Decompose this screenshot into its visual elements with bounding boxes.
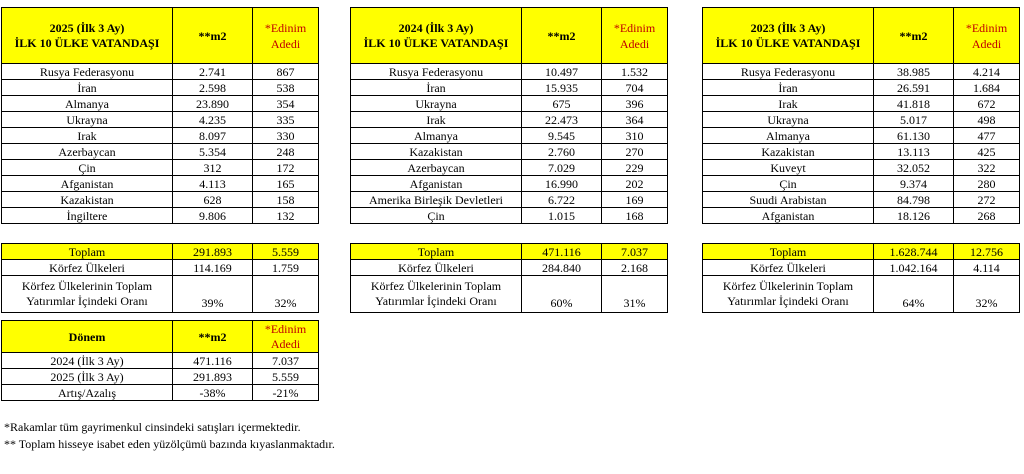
table-row bbox=[351, 176, 668, 192]
table-cell: 64% bbox=[874, 276, 954, 313]
table-cell: 2.598 bbox=[173, 80, 253, 96]
table-row bbox=[703, 96, 1020, 112]
period-comparison-table bbox=[1, 320, 319, 401]
table-cell: 280 bbox=[954, 176, 1020, 192]
total-row bbox=[351, 244, 668, 260]
table-cell: 704 bbox=[602, 80, 668, 96]
table-cell: Körfez Ülkelerinin Toplam Yatırımlar İçindeki Oranı bbox=[703, 276, 874, 313]
table-cell: 168 bbox=[602, 208, 668, 224]
table-cell: 4.113 bbox=[173, 176, 253, 192]
table-cell: Çin bbox=[351, 208, 522, 224]
table-cell: 4.235 bbox=[173, 112, 253, 128]
table-cell: 15.935 bbox=[522, 80, 602, 96]
table-cell: 471.116 bbox=[173, 353, 253, 369]
table-cell: Rusya Federasyonu bbox=[703, 64, 874, 80]
table-cell: 538 bbox=[253, 80, 319, 96]
table-cell: 32.052 bbox=[874, 160, 954, 176]
table-cell: 202 bbox=[602, 176, 668, 192]
column-header-edinim: *Edinim Adedi bbox=[954, 8, 1020, 64]
table-row bbox=[351, 128, 668, 144]
column-header-donem: Dönem bbox=[2, 321, 173, 353]
gulf-share-row bbox=[703, 276, 1020, 313]
table-cell: 1.684 bbox=[954, 80, 1020, 96]
column-header-edinim: *Edinim Adedi bbox=[253, 8, 319, 64]
table-cell: 22.473 bbox=[522, 112, 602, 128]
gulf-row bbox=[703, 260, 1020, 276]
table-title: 2023 (İlk 3 Ay) İLK 10 ÜLKE VATANDAŞI bbox=[703, 8, 874, 64]
column-header-edinim: *Edinim Adedi bbox=[253, 321, 319, 353]
gulf-row bbox=[351, 260, 668, 276]
table-cell: 9.545 bbox=[522, 128, 602, 144]
table-row bbox=[2, 144, 319, 160]
table-cell: Afganistan bbox=[2, 176, 173, 192]
summary-2024 bbox=[350, 243, 668, 313]
table-row bbox=[703, 144, 1020, 160]
table-row bbox=[703, 64, 1020, 80]
table-cell: Azerbaycan bbox=[351, 160, 522, 176]
table-row bbox=[2, 112, 319, 128]
table-cell: 2024 (İlk 3 Ay) bbox=[2, 353, 173, 369]
table-cell: Çin bbox=[703, 176, 874, 192]
table-cell: Almanya bbox=[2, 96, 173, 112]
table-cell: 7.037 bbox=[253, 353, 319, 369]
table-cell: 114.169 bbox=[173, 260, 253, 276]
column-header-m2: **m2 bbox=[173, 321, 253, 353]
table-cell: Kuveyt bbox=[703, 160, 874, 176]
table-cell: 425 bbox=[954, 144, 1020, 160]
table-cell: 165 bbox=[253, 176, 319, 192]
table-cell: 5.559 bbox=[253, 369, 319, 385]
table-row bbox=[351, 192, 668, 208]
table-cell: Afganistan bbox=[703, 208, 874, 224]
table-cell: Toplam bbox=[2, 244, 173, 260]
table-cell: 354 bbox=[253, 96, 319, 112]
table-cell: 10.497 bbox=[522, 64, 602, 80]
table-cell: 31% bbox=[602, 276, 668, 313]
table-2025-top10 bbox=[1, 7, 319, 224]
table-row bbox=[2, 353, 319, 369]
table-cell: 322 bbox=[954, 160, 1020, 176]
table-cell: 5.559 bbox=[253, 244, 319, 260]
table-cell: Ukrayna bbox=[2, 112, 173, 128]
table-cell: Körfez Ülkeleri bbox=[2, 260, 173, 276]
table-cell: 284.840 bbox=[522, 260, 602, 276]
table-cell: Toplam bbox=[351, 244, 522, 260]
table-cell: Rusya Federasyonu bbox=[2, 64, 173, 80]
table-cell: 12.756 bbox=[954, 244, 1020, 260]
table-cell: 2025 (İlk 3 Ay) bbox=[2, 369, 173, 385]
table-cell: Irak bbox=[2, 128, 173, 144]
summary-2023 bbox=[702, 243, 1020, 313]
table-cell: 2.168 bbox=[602, 260, 668, 276]
table-cell: 6.722 bbox=[522, 192, 602, 208]
table-cell: Rusya Federasyonu bbox=[351, 64, 522, 80]
table-cell: İran bbox=[703, 80, 874, 96]
table-cell: 41.818 bbox=[874, 96, 954, 112]
table-cell: Körfez Ülkeleri bbox=[703, 260, 874, 276]
table-cell: 1.628.744 bbox=[874, 244, 954, 260]
table-row bbox=[2, 96, 319, 112]
total-row bbox=[2, 244, 319, 260]
footnote-1: *Rakamlar tüm gayrimenkul cinsindeki satışları içermektedir. bbox=[4, 420, 301, 434]
table-cell: Artış/Azalış bbox=[2, 385, 173, 401]
table-cell: 272 bbox=[954, 192, 1020, 208]
table-cell: 4.114 bbox=[954, 260, 1020, 276]
table-cell: 268 bbox=[954, 208, 1020, 224]
table-cell: Toplam bbox=[703, 244, 874, 260]
table-cell: 169 bbox=[602, 192, 668, 208]
table-row bbox=[351, 64, 668, 80]
table-cell: 675 bbox=[522, 96, 602, 112]
table-cell: 39% bbox=[173, 276, 253, 313]
table-row bbox=[2, 369, 319, 385]
table-cell: 1.759 bbox=[253, 260, 319, 276]
table-cell: İngiltere bbox=[2, 208, 173, 224]
table-row bbox=[2, 160, 319, 176]
table-cell: 5.017 bbox=[874, 112, 954, 128]
table-cell: 26.591 bbox=[874, 80, 954, 96]
table-cell: Almanya bbox=[351, 128, 522, 144]
table-cell: 672 bbox=[954, 96, 1020, 112]
table-row bbox=[351, 208, 668, 224]
table-cell: 330 bbox=[253, 128, 319, 144]
summary-2025 bbox=[1, 243, 319, 313]
table-cell: Kazakistan bbox=[2, 192, 173, 208]
table-cell: Kazakistan bbox=[703, 144, 874, 160]
table-cell: 9.806 bbox=[173, 208, 253, 224]
gulf-row bbox=[2, 260, 319, 276]
table-row bbox=[2, 385, 319, 401]
table-row bbox=[2, 176, 319, 192]
table-cell: 364 bbox=[602, 112, 668, 128]
table-cell: 310 bbox=[602, 128, 668, 144]
table-cell: 1.015 bbox=[522, 208, 602, 224]
table-cell: Körfez Ülkeleri bbox=[351, 260, 522, 276]
table-row bbox=[351, 144, 668, 160]
table-cell: -21% bbox=[253, 385, 319, 401]
table-row bbox=[351, 80, 668, 96]
table-cell: 498 bbox=[954, 112, 1020, 128]
table-row bbox=[2, 80, 319, 96]
table-cell: Azerbaycan bbox=[2, 144, 173, 160]
gulf-share-row bbox=[351, 276, 668, 313]
table-cell: 158 bbox=[253, 192, 319, 208]
table-title: 2024 (İlk 3 Ay) İLK 10 ÜLKE VATANDAŞI bbox=[351, 8, 522, 64]
footnote-2: ** Toplam hisseye isabet eden yüzölçümü bazında kıyaslanmaktadır. bbox=[4, 437, 335, 451]
table-cell: 396 bbox=[602, 96, 668, 112]
table-row bbox=[703, 160, 1020, 176]
table-cell: 5.354 bbox=[173, 144, 253, 160]
table-cell: 471.116 bbox=[522, 244, 602, 260]
table-cell: Almanya bbox=[703, 128, 874, 144]
table-cell: 38.985 bbox=[874, 64, 954, 80]
table-cell: 8.097 bbox=[173, 128, 253, 144]
table-cell: 312 bbox=[173, 160, 253, 176]
table-cell: 229 bbox=[602, 160, 668, 176]
table-row bbox=[2, 208, 319, 224]
table-cell: Körfez Ülkelerinin Toplam Yatırımlar İçindeki Oranı bbox=[351, 276, 522, 313]
table-cell: Ukrayna bbox=[703, 112, 874, 128]
column-header-m2: **m2 bbox=[874, 8, 954, 64]
table-cell: 291.893 bbox=[173, 244, 253, 260]
gulf-share-row bbox=[2, 276, 319, 313]
table-row bbox=[703, 176, 1020, 192]
column-header-m2: **m2 bbox=[522, 8, 602, 64]
table-cell: 32% bbox=[954, 276, 1020, 313]
table-cell: İran bbox=[351, 80, 522, 96]
table-cell: 60% bbox=[522, 276, 602, 313]
table-cell: 23.890 bbox=[173, 96, 253, 112]
table-cell: Afganistan bbox=[351, 176, 522, 192]
table-cell: Irak bbox=[703, 96, 874, 112]
table-cell: 132 bbox=[253, 208, 319, 224]
table-row bbox=[351, 112, 668, 128]
table-cell: 291.893 bbox=[173, 369, 253, 385]
table-cell: Kazakistan bbox=[351, 144, 522, 160]
column-header-m2: **m2 bbox=[173, 8, 253, 64]
table-row bbox=[703, 192, 1020, 208]
table-row bbox=[703, 208, 1020, 224]
table-row bbox=[351, 160, 668, 176]
table-2023-top10 bbox=[702, 7, 1020, 224]
table-cell: Ukrayna bbox=[351, 96, 522, 112]
table-cell: 18.126 bbox=[874, 208, 954, 224]
table-title: 2025 (İlk 3 Ay) İLK 10 ÜLKE VATANDAŞI bbox=[2, 8, 173, 64]
column-header-edinim: *Edinim Adedi bbox=[602, 8, 668, 64]
table-cell: Körfez Ülkelerinin Toplam Yatırımlar İçindeki Oranı bbox=[2, 276, 173, 313]
table-cell: -38% bbox=[173, 385, 253, 401]
table-cell: 16.990 bbox=[522, 176, 602, 192]
table-cell: 32% bbox=[253, 276, 319, 313]
table-cell: 1.042.164 bbox=[874, 260, 954, 276]
table-cell: 628 bbox=[173, 192, 253, 208]
table-cell: 2.741 bbox=[173, 64, 253, 80]
table-row bbox=[703, 80, 1020, 96]
table-cell: 9.374 bbox=[874, 176, 954, 192]
table-cell: 4.214 bbox=[954, 64, 1020, 80]
table-cell: 7.029 bbox=[522, 160, 602, 176]
table-cell: 7.037 bbox=[602, 244, 668, 260]
total-row bbox=[703, 244, 1020, 260]
table-cell: 172 bbox=[253, 160, 319, 176]
table-cell: Çin bbox=[2, 160, 173, 176]
table-row bbox=[2, 192, 319, 208]
table-cell: Suudi Arabistan bbox=[703, 192, 874, 208]
table-cell: 248 bbox=[253, 144, 319, 160]
table-cell: 270 bbox=[602, 144, 668, 160]
table-row bbox=[351, 96, 668, 112]
table-cell: 13.113 bbox=[874, 144, 954, 160]
table-cell: 477 bbox=[954, 128, 1020, 144]
table-cell: 2.760 bbox=[522, 144, 602, 160]
table-row bbox=[2, 128, 319, 144]
table-cell: 335 bbox=[253, 112, 319, 128]
table-row bbox=[2, 64, 319, 80]
table-2024-top10 bbox=[350, 7, 668, 224]
table-cell: Amerika Birleşik Devletleri bbox=[351, 192, 522, 208]
table-cell: İran bbox=[2, 80, 173, 96]
table-row bbox=[703, 112, 1020, 128]
table-cell: 61.130 bbox=[874, 128, 954, 144]
table-cell: Irak bbox=[351, 112, 522, 128]
table-cell: 867 bbox=[253, 64, 319, 80]
table-row bbox=[703, 128, 1020, 144]
table-cell: 84.798 bbox=[874, 192, 954, 208]
table-cell: 1.532 bbox=[602, 64, 668, 80]
